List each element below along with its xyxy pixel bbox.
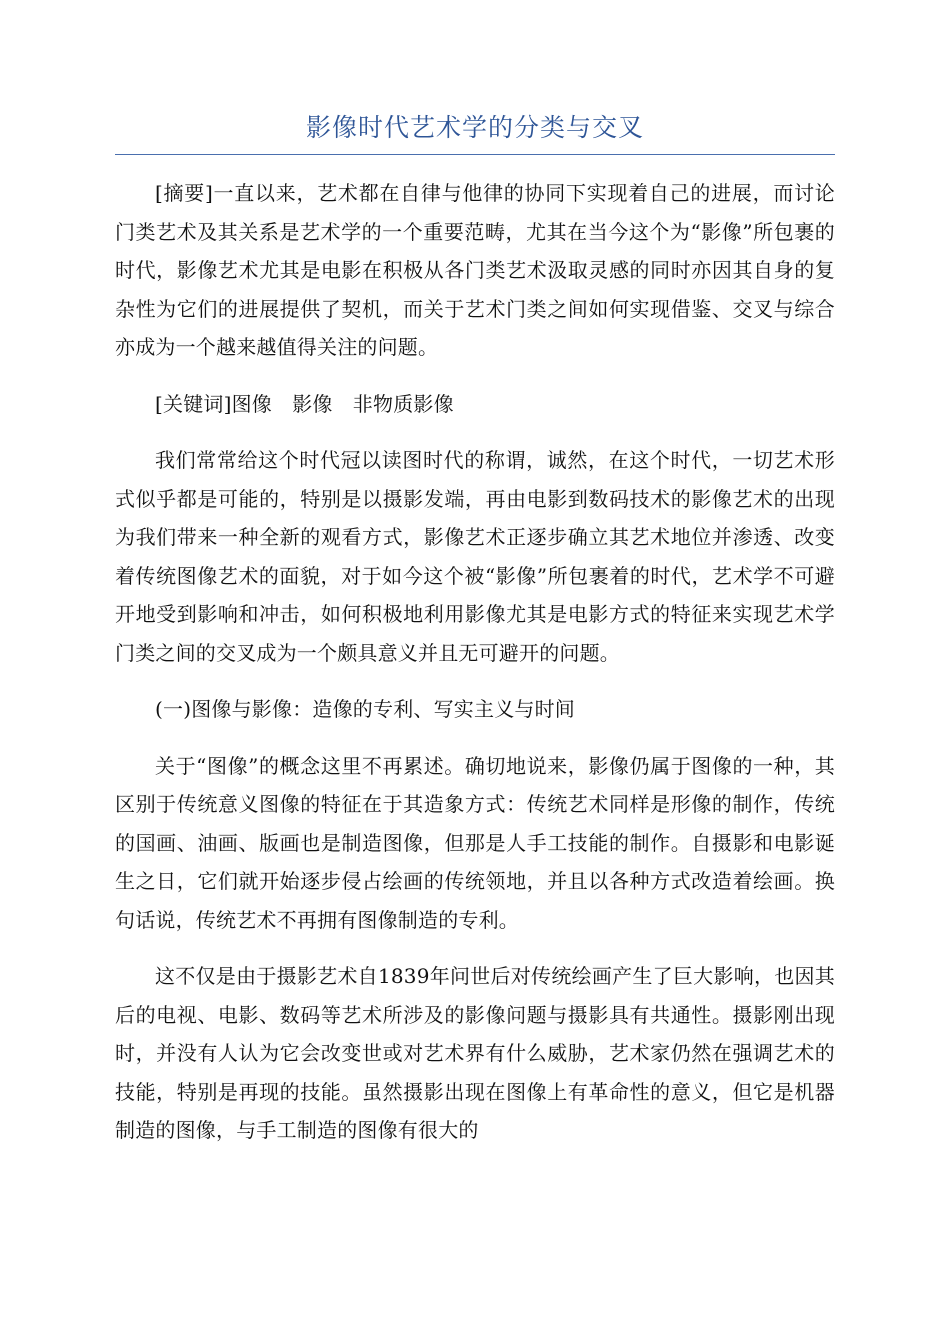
keywords-paragraph: [关键词]图像 影像 非物质影像 bbox=[155, 391, 454, 416]
title-underline bbox=[115, 154, 835, 155]
abstract-paragraph: [摘要]一直以来，艺术都在自律与他律的协同下实现着自己的进展，而讨论门类艺术及其关系是艺术学的一个重要范畴，尤其在当今这个为“影像”所包裹的时代，影像艺术尤其是电影在积极从各门类艺术汲取灵感的同时亦因其自身的复杂性为它们的进展提供了契机，而关于艺术门类之间如何实现借鉴、交叉与综合亦成为一个越来越值得关注的问题。 bbox=[115, 181, 835, 359]
document-title: 影像时代艺术学的分类与交叉 bbox=[305, 113, 644, 142]
body-paragraph: 关于“图像”的概念这里不再累述。确切地说来，影像仍属于图像的一种，其区别于传统意义图像的特征在于其造象方式：传统艺术同样是形像的制作，传统的国画、油画、版画也是制造图像，但那是人手工技能的制作。自摄影和电影诞生之日，它们就开始逐步侵占绘画的传统领地，并且以各种方式改造着绘画。换句话说，传统艺术不再拥有图像制造的专利。 bbox=[115, 753, 835, 932]
document-body bbox=[115, 174, 835, 1168]
body-paragraph: 这不仅是由于摄影艺术自1839年问世后对传统绘画产生了巨大影响，也因其后的电视、电影、数码等艺术所涉及的影像问题与摄影具有共通性。摄影刚出现时，并没有人认为它会改变世或对艺术界有什么威胁，艺术家仍然在强调艺术的技能，特别是再现的技能。虽然摄影出现在图像上有革命性的意义，但它是机器制造的图像，与手工制造的图像有很大的 bbox=[115, 964, 835, 1142]
body-paragraph: 我们常常给这个时代冠以读图时代的称谓，诚然，在这个时代，一切艺术形式似乎都是可能的，特别是以摄影发端，再由电影到数码技术的影像艺术的出现为我们带来一种全新的观看方式，影像艺术正逐步确立其艺术地位并渗透、改变着传统图像艺术的面貌，对于如今这个被“影像”所包裹着的时代，艺术学不可避开地受到影响和冲击，如何积极地利用影像尤其是电影方式的特征来实现艺术学门类之间的交叉成为一个颇具意义并且无可避开的问题。 bbox=[115, 448, 835, 665]
section-heading: (一)图像与影像：造像的专利、写实主义与时间 bbox=[155, 697, 576, 721]
